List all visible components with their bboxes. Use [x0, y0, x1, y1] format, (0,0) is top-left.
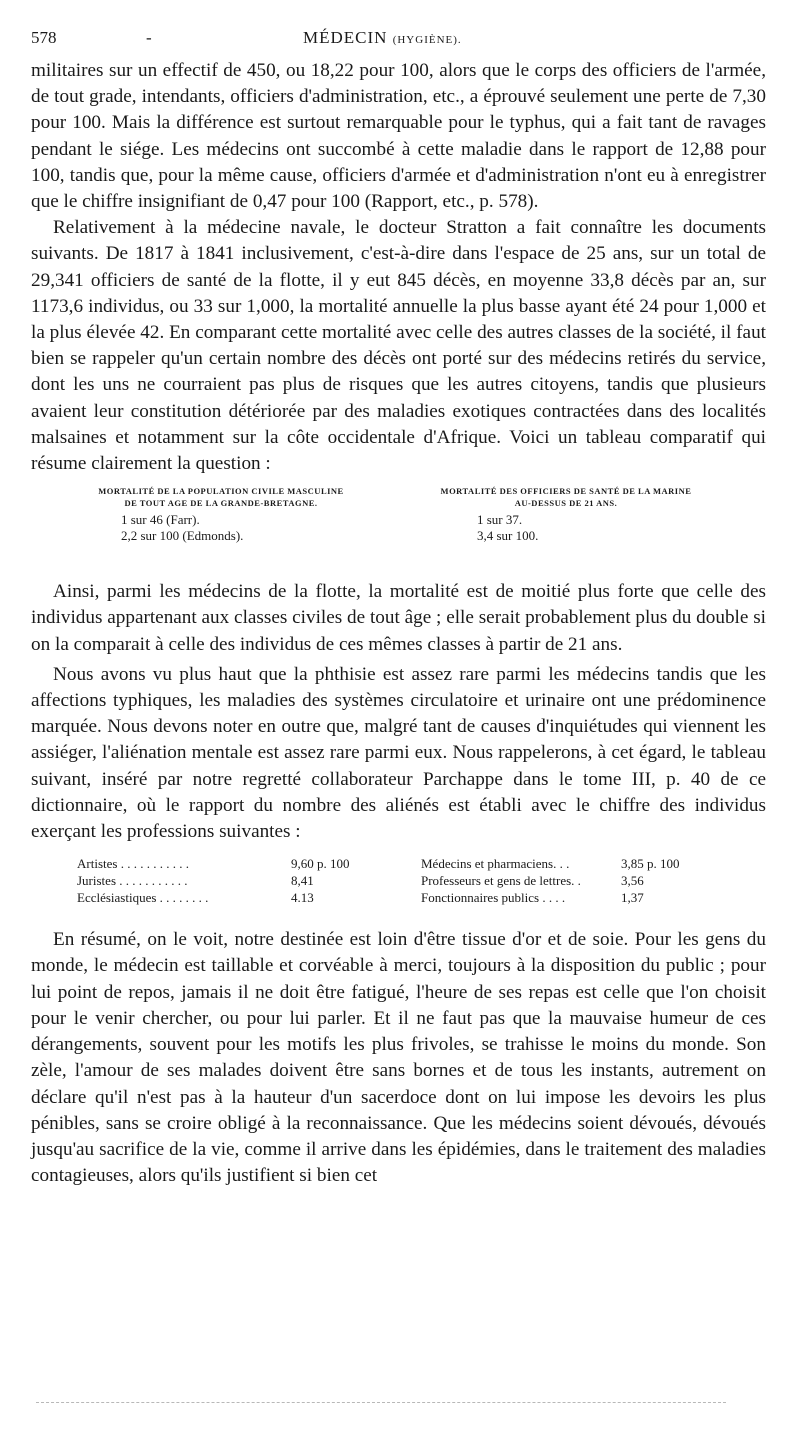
alienation-professions-table — [31, 855, 766, 917]
table-row — [421, 889, 644, 906]
bottom-divider — [36, 1402, 726, 1403]
profession-label: Fonctionnaires publics . . . . — [421, 890, 566, 906]
profession-value: 3,56 — [621, 873, 644, 889]
paragraph-5: En résumé, on le voit, notre destinée est loin d'être tissue d'or et de soie. Pour les gens du monde, le médecin est taillable et corvéable à merci, toujours à la disposition du public ; pour lui point de repos, jamais il ne doit être fatigué, l'heure de ses repas est celle que l'on choisit pour le venir chercher, ou pour lui parler. Et il ne faut pas que la mauvaise humeur de ces dérangements, souvent pour les motifs les plus frivoles, se trahisse le moins du monde. Son zèle, l'amour de ses malades doivent être sans bornes et de tous les instants, autrement on déclare qu'il n'est pas à la hauteur d'un sacerdoce dont on lui impose les devoirs les plus pénibles, sans se croire obligé à la reconnaissance. Que les médecins soient dévoués, dévoués jusqu'au sacrifice de la vie, comme il arrive dans les épidémies, dans le traitement des maladies contagieuses, alors qu'ils justifient si bien cet — [31, 929, 766, 1187]
profession-label: Juristes . . . . . . . . . . . — [77, 873, 188, 889]
navy-value-1: 1 sur 37. — [477, 512, 523, 528]
civil-column-heading-2: DE TOUT AGE DE LA GRANDE-BRETAGNE. — [124, 498, 318, 509]
table-row — [421, 855, 680, 872]
profession-value: 1,37 — [621, 890, 644, 906]
profession-label: Médecins et pharmaciens. . . — [421, 856, 570, 872]
civil-value-2: 2,2 sur 100 (Edmonds). — [121, 528, 244, 544]
profession-label: Ecclésiastiques . . . . . . . . — [77, 890, 209, 906]
profession-value: 3,85 p. 100 — [621, 856, 680, 872]
paragraph-3: Ainsi, parmi les médecins de la flotte, la mortalité est de moitié plus forte que celle des individus appartenant aux classes civiles de tout âge ; elle serait probablement plus du double si on la comparait à celle des individus de ces mêmes classes à partir de 21 ans. — [31, 581, 766, 655]
running-title-main: MÉDECIN — [303, 28, 388, 47]
table-row — [77, 889, 314, 906]
paragraph-4: Nous avons vu plus haut que la phthisie est assez rare parmi les médecins tandis que les affections typhiques, les maladies des systèmes circulatoire et urinaire ont une prédominence marquée. Nous devons noter en outre que, malgré tant de causes d'inquiétudes qui viennent les assiéger, l'aliénation mentale est assez rare parmi eux. Nous rappelerons, à cet égard, le tableau suivant, inséré par notre regretté collaborateur Parchappe dans le tome III, p. 40 de ce dictionnaire, où le rapport du nombre des aliénés est établi avec le chiffre des individus exerçant les professions suivantes : — [31, 663, 766, 843]
profession-value: 9,60 p. 100 — [291, 856, 350, 872]
paragraph-1: militaires sur un effectif de 450, ou 18,22 pour 100, alors que le corps des officiers de l'armée, de tout grade, intendants, officiers d'administration, etc., a éprouvé seulement une perte de 7,30 pour 100. Mais la différence est surtout remarquable pour le typhus, qui a fait tant de ravages pendant le siége. Les médecins ont succombé à cette maladie dans le rapport de 12,88 pour 100, tandis que, pour la même cause, officiers d'armée et d'administration n'ont eu à enregistrer que le chiffre insignifiant de 0,47 pour 100 (Rapport, etc., p. 578). — [31, 60, 766, 213]
navy-column-heading-2: AU-DESSUS DE 21 ANS. — [514, 498, 618, 509]
profession-value: 8,41 — [291, 873, 314, 889]
table-row — [421, 872, 644, 889]
table-row — [77, 855, 350, 872]
paragraph-2: Relativement à la médecine navale, le docteur Stratton a fait connaître les documents suivants. De 1817 à 1841 inclusivement, c'est-à-dire dans l'espace de 25 ans, sur un total de 29,341 officiers de santé de la flotte, il y eut 845 décès, en moyenne 33,8 décès par an, sur 1173,6 individus, ou 33 sur 1,000, la mortalité annuelle la plus basse ayant été 24 pour 1,000 et la plus élevée 42. En comparant cette mortalité avec celle des autres classes de la société, il faut bien se rappeler qu'un certain nombre des décès ont porté sur des médecins retirés du service, dont les uns ne courraient pas plus de risques que les autres citoyens, tandis que plusieurs avaient leur constitution détériorée par des maladies exotiques contractées dans des localités malsaines et notamment sur la côte occidentale d'Afrique. Voici un tableau comparatif qui résume clairement la question : — [31, 217, 766, 475]
civil-population-column — [61, 485, 381, 544]
running-header — [31, 28, 760, 52]
profession-value: 4.13 — [291, 890, 314, 906]
profession-label: Artistes . . . . . . . . . . . — [77, 856, 189, 872]
page-number: 578 — [31, 28, 57, 47]
navy-officers-column — [401, 485, 731, 544]
navy-value-2: 3,4 sur 100. — [477, 528, 539, 544]
table-row — [77, 872, 314, 889]
header-dash: - — [146, 28, 152, 47]
page-body — [31, 58, 766, 1189]
running-title-paren: (HYGIÈNE). — [392, 34, 462, 46]
navy-column-heading-1: MORTALITÉ DES OFFICIERS DE SANTÉ DE LA MARINE — [440, 486, 692, 497]
civil-column-heading-1: MORTALITÉ DE LA POPULATION CIVILE MASCULINE — [98, 486, 344, 497]
civil-value-1: 1 sur 46 (Farr). — [121, 512, 200, 528]
running-title — [303, 28, 462, 48]
mortality-comparison-table — [31, 485, 766, 573]
profession-label: Professeurs et gens de lettres. . — [421, 873, 581, 889]
